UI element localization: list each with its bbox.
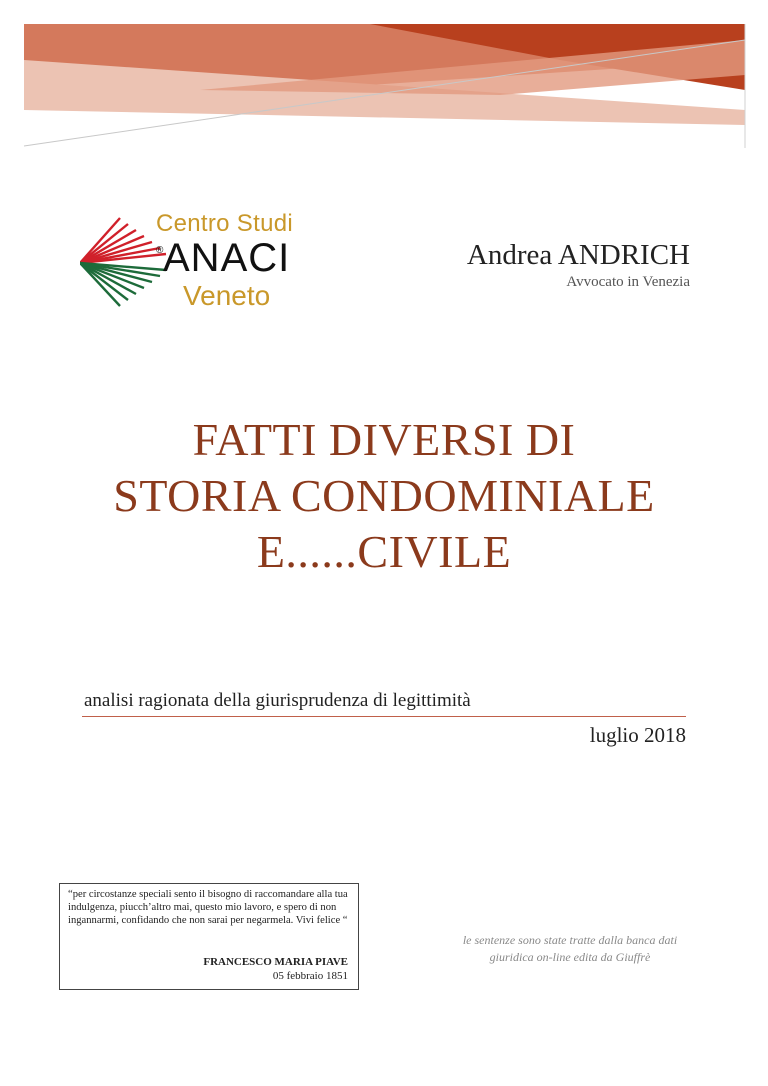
author-name: Andrea ANDRICH [466, 239, 690, 271]
logo-text-anaci: ANACI [163, 236, 291, 280]
document-title [60, 412, 708, 580]
title-line-1: FATTI DIVERSI DI [192, 414, 576, 465]
logo-green-rays [80, 263, 166, 306]
quote-box [59, 883, 359, 990]
document-subtitle: analisi ragionata della giurisprudenza di legittimità [84, 690, 471, 711]
subtitle-divider [82, 716, 686, 717]
document-date: luglio 2018 [589, 723, 686, 747]
source-note: le sentenze sono state tratte dalla banca dati giuridica on-line edita da Giuffrè [462, 933, 678, 964]
logo-text-centro-studi: Centro Studi [156, 210, 294, 237]
logo-registered-mark: ® [156, 245, 164, 256]
quote-text: “per circostanze speciali sento il bisogno di raccomandare alla tua indulgenza, piucch’altro mai, questo mio lavoro, e spero di non ingannarmi, confidando che non sarai per negarmela. Vivi felice “ [68, 889, 348, 926]
author-role: Avvocato in Venezia [566, 274, 690, 290]
header-banner [0, 0, 768, 160]
title-line-3: E......CIVILE [256, 526, 512, 577]
logo-red-rays [80, 218, 166, 263]
quote-author: FRANCESCO MARIA PIAVE [203, 956, 348, 968]
logo-text-veneto: Veneto [183, 280, 271, 311]
quote-date: 05 febbraio 1851 [272, 970, 348, 982]
title-line-2: STORIA CONDOMINIALE [113, 470, 655, 521]
